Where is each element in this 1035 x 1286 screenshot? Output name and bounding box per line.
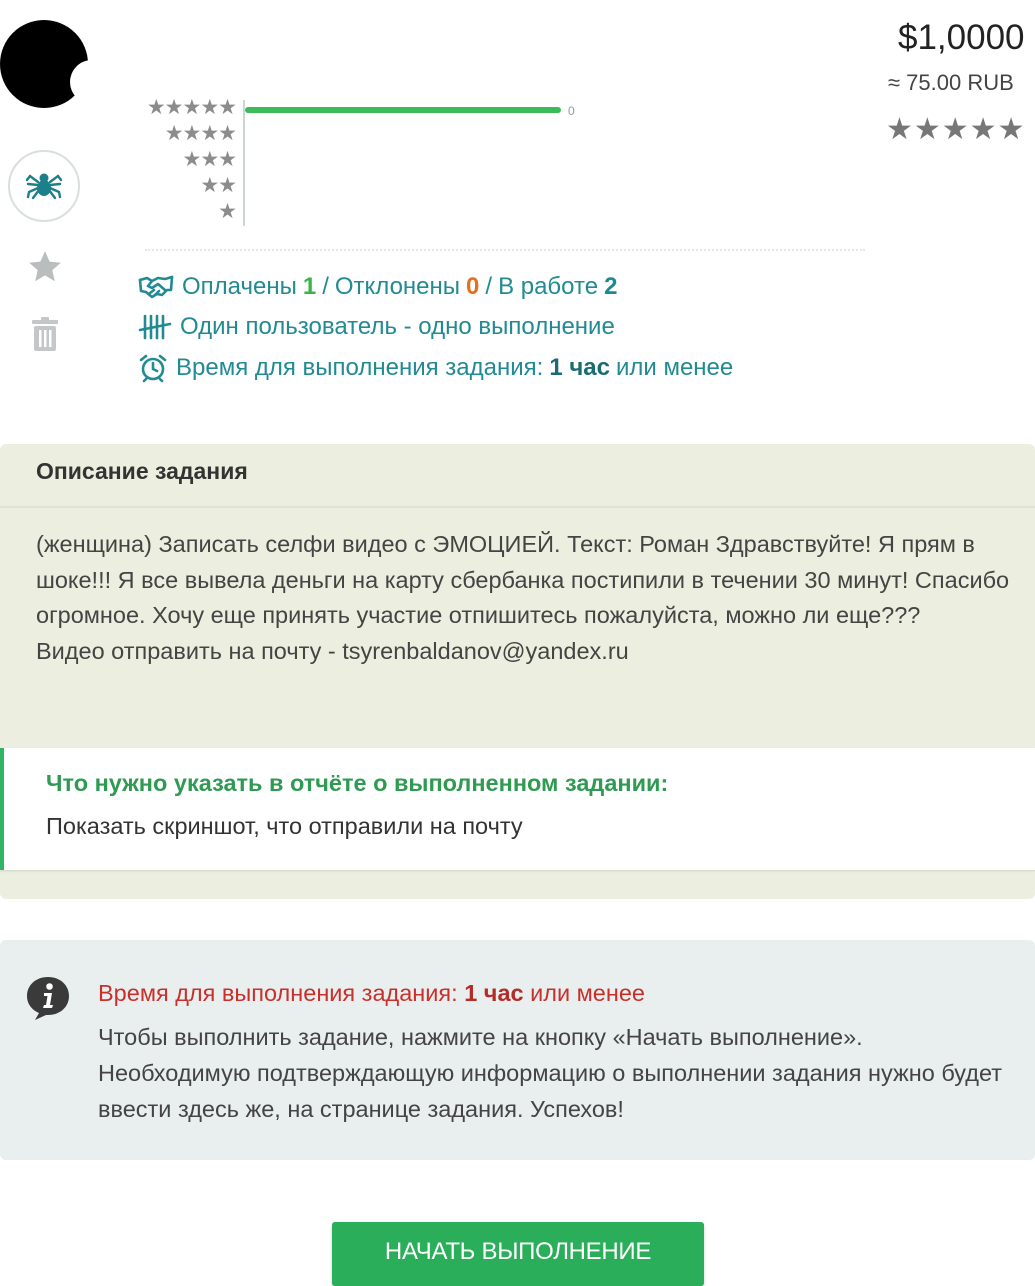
rating-row-1: ★ <box>218 200 236 223</box>
rating-row-5: ★★★★★ <box>146 96 236 119</box>
report-requirements-box <box>0 748 1035 870</box>
rejected-label: Отклонены <box>334 273 461 300</box>
rating-row-4: ★★★★ <box>164 122 236 145</box>
separator: / <box>485 273 493 300</box>
alert-time-value: 1 час <box>464 980 524 1006</box>
rating-bar-count: 0 <box>568 104 575 118</box>
alert-title-prefix: Время для выполнения задания: <box>98 980 458 1006</box>
rating-row-2: ★★ <box>200 174 236 197</box>
alert-title <box>98 980 645 1007</box>
alert-title-suffix: или менее <box>530 980 645 1006</box>
rating-row-3: ★★★ <box>182 148 236 171</box>
separator: / <box>322 273 329 300</box>
start-task-button[interactable]: НАЧАТЬ ВЫПОЛНЕНИЕ <box>332 1222 704 1286</box>
execution-limit <box>138 313 615 341</box>
report-requirements-text: Показать скриншот, что отправили на почту <box>46 813 523 839</box>
execution-limit-text: Один пользователь - одно выполнение <box>180 313 615 340</box>
tally-icon <box>138 314 172 340</box>
paid-count: 1 <box>302 273 317 300</box>
description-title: Описание задания <box>36 458 248 484</box>
rating-bar-5 <box>245 107 561 113</box>
rejected-count: 0 <box>466 273 480 300</box>
spider-icon <box>24 166 64 206</box>
in-work-label: В работе <box>498 273 599 300</box>
alarm-clock-icon <box>138 353 168 383</box>
task-rating-stars: ★★★★★ <box>886 113 1026 146</box>
time-limit-value: 1 час <box>549 354 610 381</box>
divider <box>145 249 865 251</box>
handshake-icon <box>138 274 174 300</box>
alert-text: Чтобы выполнить задание, нажмите на кнопку «Начать выполнение». Необходимую подтверждающую информацию о выполнении задания нужно будет ввести здесь же, на странице задания. Успехов! <box>98 1024 1003 1122</box>
paid-label: Оплачены <box>182 273 297 300</box>
description-text: (женщина) Записать селфи видео с ЭМОЦИЕЙ. Текст: Роман Здравствуйте! Я прям в шоке!!! Я все вывела деньги на карту сбербанка постипили в течении 30 минут! Спасибо огромное. Хочу еще принять участие отпишитесь пожалуйста, можно ли еще??? Видео отправить на почту - tsyrenbaldanov@yandex.ru <box>36 531 1010 664</box>
task-price-rub: ≈ 75.00 RUB <box>888 70 1014 95</box>
time-limit-suffix: или менее <box>615 354 734 381</box>
in-work-count: 2 <box>604 273 618 300</box>
report-requirements-title: Что нужно указать в отчёте о выполненном задании: <box>46 770 669 796</box>
rating-histogram-labels <box>136 96 236 232</box>
histogram-axis <box>243 100 245 226</box>
trash-icon[interactable] <box>30 316 60 352</box>
time-limit <box>138 353 733 383</box>
category-badge[interactable] <box>8 150 80 222</box>
favorite-star-icon[interactable] <box>26 248 64 286</box>
info-icon <box>24 974 72 1022</box>
task-price: $1,0000 <box>898 18 1025 57</box>
avatar[interactable] <box>0 14 92 112</box>
time-limit-label: Время для выполнения задания: <box>176 354 544 381</box>
divider <box>0 506 1035 508</box>
task-stats <box>138 273 617 301</box>
